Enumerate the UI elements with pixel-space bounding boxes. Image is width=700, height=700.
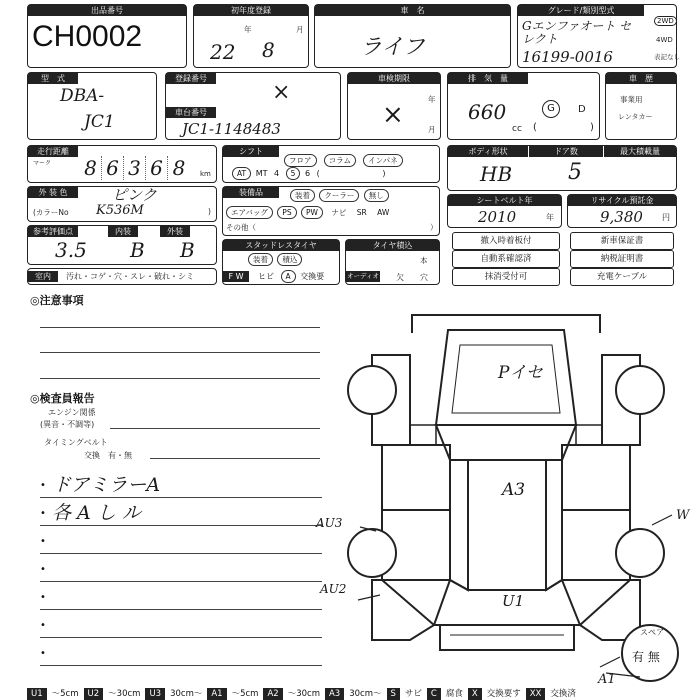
spare-label: スペア (640, 628, 664, 637)
capacity-label: 最大積載量 (604, 146, 676, 157)
timing-line (150, 458, 320, 459)
mileage-digits (80, 156, 190, 180)
interior-note-label: 室内 (28, 271, 58, 282)
fw-label: F W (223, 271, 249, 282)
report-row: • (40, 638, 322, 666)
timing-label: タイミングベルト (44, 438, 108, 447)
engine-line (110, 428, 320, 429)
equip-cooler: クーラー (319, 189, 359, 202)
report-entry: 各 A し ル (52, 502, 141, 524)
tire-load-label: タイヤ積込 (346, 240, 439, 251)
diagram-center-note: A3 (502, 480, 526, 500)
fw-crack: ヒビ (258, 272, 274, 281)
audio-missing: 欠 (396, 273, 404, 282)
mileage-digit: 8 (172, 156, 186, 180)
fw-opts (258, 270, 324, 283)
audio-hole: 穴 (420, 273, 428, 282)
btn-auto-check: 自動系確認済 (452, 250, 560, 268)
diagram-front-note: Pイセ (498, 363, 543, 383)
car-name-value: ライフ (360, 35, 425, 60)
model-label: 型 式 (28, 73, 78, 84)
fuel-g: G (542, 100, 560, 118)
legend-value: 〜5cm (51, 689, 79, 699)
legend-code: A1 (207, 688, 226, 700)
note-line (40, 378, 320, 379)
grade-label: グレード/類別型式 (518, 5, 644, 16)
mileage-digit: 3 (124, 156, 146, 180)
ref-grade-value: 3.5 (55, 238, 87, 262)
recycle-unit: 円 (662, 213, 670, 222)
registration-value: × (272, 80, 291, 105)
shift-panel: インパネ (363, 154, 402, 167)
shift-row2 (232, 167, 385, 180)
shift-paren-close: ) (382, 169, 386, 178)
month-unit: 月 (296, 25, 304, 34)
grade-value: Gエンファオート セレクト (522, 19, 632, 46)
inspection-year-unit: 年 (428, 95, 436, 104)
report-bullets (40, 470, 322, 666)
grade-code: 16199-0016 (522, 48, 613, 66)
btn-warranty: 新車保証書 (570, 232, 674, 250)
diagram-left-note1: AU3 (316, 516, 343, 530)
equip-ps: PS (277, 206, 296, 219)
btn-tax: 納税証明書 (570, 250, 674, 268)
equip-navi: ナビ (331, 208, 347, 217)
first-reg-year: 22 (210, 40, 236, 64)
report-row: • (40, 554, 322, 582)
mileage-label: 走行距離 (28, 146, 78, 157)
shift-floor: フロア (284, 154, 317, 167)
report-entry: ドアミラーA (52, 474, 161, 496)
equip-pw: PW (301, 206, 323, 219)
lot-number-label: 出品番号 (28, 5, 186, 16)
interior-note-items: 汚れ・コゲ・穴・スレ・破れ・シミ (66, 272, 194, 281)
equipment-row2 (226, 206, 393, 219)
exterior-grade-value: B (180, 238, 195, 262)
equipment-other-close: ） (430, 223, 438, 232)
shift-label: シフト (223, 146, 279, 157)
inspection-label: 車検期限 (348, 73, 440, 84)
drive-2wd: 2WD (654, 16, 677, 26)
chassis-label: 車台番号 (166, 107, 216, 118)
body-type-value: HB (480, 162, 513, 186)
chassis-value: JC1-1148483 (182, 120, 281, 138)
report-row: • (40, 582, 322, 610)
model-line2: JC1 (84, 112, 115, 132)
shift-4: 4 (274, 169, 280, 178)
car-name-label: 車 名 (315, 5, 510, 16)
mileage-digit: 6 (102, 156, 124, 180)
legend-code: U1 (27, 688, 47, 700)
engine-sub: (異音・不調等) (40, 420, 95, 429)
report-row: • (40, 610, 322, 638)
seatbelt-value: 2010 (478, 208, 517, 226)
legend-code: A2 (263, 688, 282, 700)
year-unit: 年 (244, 25, 252, 34)
shift-5: 5 (286, 167, 301, 180)
interior-grade-value: B (130, 238, 145, 262)
history-business: 事業用 (620, 95, 643, 104)
legend-code: X (468, 688, 482, 700)
equip-aw: AW (377, 208, 390, 217)
displacement-value: 660 (468, 100, 507, 124)
color-code-value: K536M (96, 203, 144, 218)
diagram-rear-note: U1 (502, 592, 525, 610)
recycle-label: リサイクル預託金 (568, 195, 676, 206)
diagram-bottom-note: A1 (598, 672, 616, 687)
legend-value: 30cm〜 (170, 689, 203, 699)
equip-none: 無し (364, 189, 389, 202)
fw-a: A (281, 270, 296, 283)
displacement-label: 排 気 量 (448, 73, 528, 84)
shift-at: AT (232, 167, 251, 180)
doors-value: 5 (568, 160, 582, 185)
exterior-grade-label: 外装 (160, 226, 190, 237)
equip-airbag: エアバッグ (226, 206, 273, 219)
legend-value: 30cm〜 (349, 689, 382, 699)
fuel-paren-left: ( (533, 122, 537, 133)
shift-mt: MT (255, 169, 268, 178)
tire-load-unit: 本 (420, 256, 428, 265)
ref-grade-label: 参考評価点 (28, 226, 78, 237)
legend-value: 〜5cm (231, 689, 259, 699)
equipment-row1 (290, 189, 391, 202)
btn-cancel: 抹消受付可 (452, 268, 560, 286)
fuel-d: D (578, 104, 586, 115)
legend-value: サビ (404, 689, 422, 699)
interior-grade-label: 内装 (108, 226, 138, 237)
studless-opts (248, 253, 304, 266)
legend-value: 〜30cm (287, 689, 320, 699)
note-line (40, 327, 320, 328)
legend-code: A3 (325, 688, 344, 700)
fuel-paren-right: ) (590, 122, 594, 133)
legend-code: XX (526, 688, 546, 700)
equipment-label: 装備品 (223, 187, 279, 198)
spare-value: 有 無 (632, 650, 660, 664)
color-code-close: ) (208, 207, 211, 216)
report-row: • (40, 526, 322, 554)
legend-code: U3 (145, 688, 165, 700)
shift-options (284, 148, 405, 167)
mileage-mark: マーク (33, 160, 52, 167)
equip-installed: 装着 (290, 189, 315, 202)
report-row: • 各 A し ル (40, 498, 322, 526)
btn-cable: 充電ケーブル (570, 268, 674, 286)
legend-value: 腐食 (445, 689, 463, 699)
first-registration-label: 初年度登録 (194, 5, 308, 16)
drive-none: 表記なし (654, 53, 680, 61)
legend-value: 交換要す (486, 689, 521, 699)
notes-title: ◎注意事項 (30, 294, 84, 307)
drive-4wd: 4WD (656, 36, 673, 44)
timing-opts: 交換 有・無 (84, 451, 132, 460)
studless-label: スタッドレスタイヤ (223, 240, 339, 251)
displacement-unit: cc (512, 124, 522, 134)
inspection-value: × (382, 100, 404, 130)
studless-installed: 装着 (248, 253, 273, 266)
diagram-left-note2: AU2 (320, 582, 347, 596)
diagram-right-note: W (676, 508, 690, 523)
seatbelt-label: シートベルト年 (448, 195, 561, 206)
shift-paren-open: ( (316, 169, 320, 178)
shift-6: 6 (305, 169, 311, 178)
shift-column: コラム (324, 154, 356, 167)
legend-code: C (427, 688, 441, 700)
legend-code: S (387, 688, 400, 700)
btn-plate: 撤入時着板付 (452, 232, 560, 250)
model-line1: DBA- (60, 86, 105, 106)
color-label: 外 装 色 (28, 187, 78, 198)
registration-label: 登録番号 (166, 73, 216, 84)
history-rental: レンタカー (618, 113, 653, 121)
inspector-title: ◎検査員報告 (30, 392, 95, 405)
legend-value: 〜30cm (108, 689, 141, 699)
doors-label: ドア数 (529, 146, 603, 157)
studless-loaded: 積込 (277, 253, 302, 266)
equip-sr: SR (356, 208, 367, 217)
first-reg-month: 8 (262, 38, 275, 62)
recycle-value: 9,380 (600, 208, 643, 226)
legend-value: 交換済 (550, 689, 576, 699)
audio-label: オーディオ (347, 272, 379, 280)
history-label: 車 歴 (606, 73, 676, 84)
mileage-digit: 8 (80, 156, 102, 180)
mileage-unit: km (200, 170, 211, 178)
color-value: ピンク (112, 186, 157, 204)
color-code-label: (カラーNo (33, 208, 69, 217)
fw-replace: 交換要 (300, 272, 325, 281)
inspection-month-unit: 月 (428, 125, 436, 134)
seatbelt-unit: 年 (546, 213, 554, 222)
legend-code: U2 (84, 688, 104, 700)
damage-legend (27, 688, 677, 700)
report-row: • ドアミラーA (40, 470, 322, 498)
engine-label: エンジン関係 (48, 408, 96, 417)
lot-number-value: CH0002 (32, 20, 143, 53)
mileage-digit: 6 (146, 156, 168, 180)
equipment-other: その他（ (226, 223, 256, 232)
body-type-label: ボディ形状 (448, 146, 528, 157)
note-line (40, 352, 320, 353)
